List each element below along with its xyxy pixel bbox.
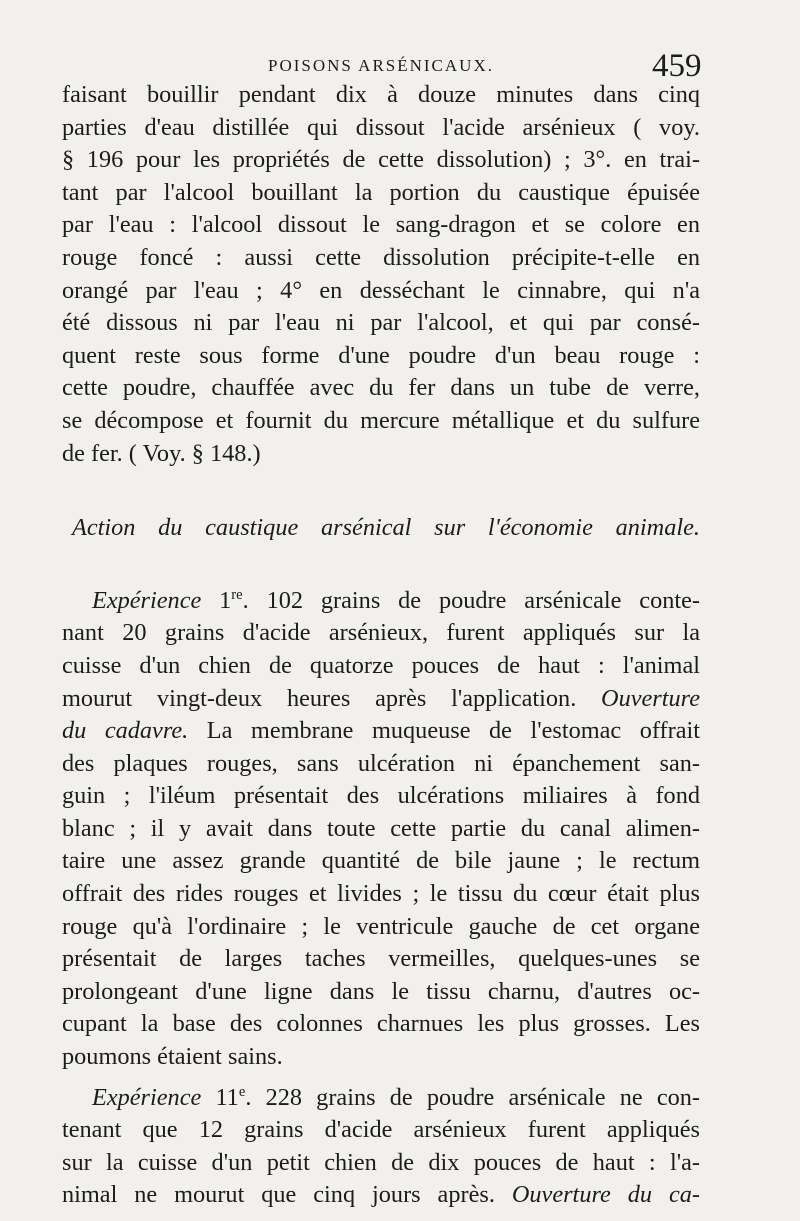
text-line bbox=[62, 1179, 700, 1212]
text-line: quent reste sous forme d'une poudre d'un beau rouge : bbox=[62, 341, 700, 369]
ouverture-label: Ouverture du ca- bbox=[511, 1181, 700, 1209]
experience-numeral: 1 bbox=[219, 586, 232, 614]
text-line bbox=[62, 715, 700, 748]
text-line: guin ; l'iléum présentait des ulcérations miliaires à fond bbox=[62, 782, 700, 810]
text-fragment: du cadavre. bbox=[62, 717, 189, 745]
experience-2 bbox=[62, 1082, 700, 1212]
text-fragment: . 102 grains de poudre arsénicale conte- bbox=[242, 586, 700, 614]
page-number: 459 bbox=[652, 48, 702, 84]
experience-numeral-suffix: re bbox=[231, 586, 243, 603]
experience-numeral-suffix: e bbox=[238, 1083, 246, 1100]
text-line: des plaques rouges, sans ulcération ni épanchement san- bbox=[62, 749, 700, 777]
text-line: sur la cuisse d'un petit chien de dix pouces de haut : l'a- bbox=[62, 1148, 700, 1176]
text-line: de fer. ( Voy. § 148.) bbox=[62, 439, 261, 467]
text-line: présentait de larges taches vermeilles, quelques-unes se bbox=[62, 945, 700, 973]
text-line: rouge qu'à l'ordinaire ; le ventricule gauche de cet organe bbox=[62, 912, 700, 940]
text-line: se décompose et fournit du mercure métallique et du sulfure bbox=[62, 406, 700, 434]
text-line: nant 20 grains d'acide arsénieux, furent appliqués sur la bbox=[62, 619, 700, 647]
paragraph-continuation bbox=[62, 79, 700, 470]
text-line: rouge foncé : aussi cette dissolution précipite-t-elle en bbox=[62, 243, 700, 271]
ouverture-label: Ouverture bbox=[601, 684, 700, 712]
text-line: cupant la base des colonnes charnues les plus grosses. Les bbox=[62, 1010, 700, 1038]
text-line bbox=[62, 585, 700, 618]
text-line: offrait des rides rouges et livides ; le tissu du cœur était plus bbox=[62, 880, 700, 908]
text-line: parties d'eau distillée qui dissout l'acide arsénieux ( voy. bbox=[62, 113, 700, 141]
text-line: orangé par l'eau ; 4° en desséchant le cinnabre, qui n'a bbox=[62, 276, 700, 304]
text-fragment: . 228 grains de poudre arsénicale ne con- bbox=[245, 1083, 700, 1111]
text-line: faisant bouillir pendant dix à douze minutes dans cinq bbox=[62, 81, 700, 108]
paragraph-gap bbox=[62, 1074, 700, 1082]
text-line: par l'eau : l'alcool dissout le sang-dragon et se colore en bbox=[62, 211, 700, 239]
text-fragment: nimal ne mourut que cinq jours après. bbox=[62, 1181, 495, 1209]
text-line: prolongeant d'une ligne dans le tissu charnu, d'autres oc- bbox=[62, 977, 700, 1005]
experience-1 bbox=[62, 585, 700, 1074]
text-line: poumons étaient sains. bbox=[62, 1043, 283, 1071]
section-heading: Action du caustique arsénical sur l'économie animale. bbox=[72, 514, 700, 542]
text-line: cette poudre, chauffée avec du fer dans un tube de verre, bbox=[62, 374, 700, 402]
text-line: § 196 pour les propriétés de cette dissolution) ; 3°. en trai- bbox=[62, 146, 700, 174]
experience-label: Expérience bbox=[92, 1083, 202, 1111]
text-line bbox=[62, 683, 700, 716]
text-fragment: La membrane muqueuse de l'estomac offrait bbox=[188, 717, 701, 745]
text-line: blanc ; il y avait dans toute cette partie du canal alimen- bbox=[62, 814, 700, 842]
text-line: tenant que 12 grains d'acide arsénieux furent appliqués bbox=[62, 1116, 700, 1144]
text-fragment: mourut vingt-deux heures après l'application. bbox=[62, 684, 577, 712]
running-title: POISONS ARSÉNICAUX. bbox=[268, 56, 494, 75]
experience-numeral: 11 bbox=[215, 1083, 239, 1111]
experience-label: Expérience bbox=[92, 586, 202, 614]
text-line: taire une assez grande quantité de bile jaune ; le rectum bbox=[62, 847, 700, 875]
page-body bbox=[62, 79, 700, 1212]
text-line: été dissous ni par l'eau ni par l'alcool, et qui par consé- bbox=[62, 309, 700, 337]
text-line bbox=[62, 1082, 700, 1115]
text-line: tant par l'alcool bouillant la portion du caustique épuisée bbox=[62, 178, 700, 206]
text-line: cuisse d'un chien de quatorze pouces de haut : l'animal bbox=[62, 651, 700, 679]
